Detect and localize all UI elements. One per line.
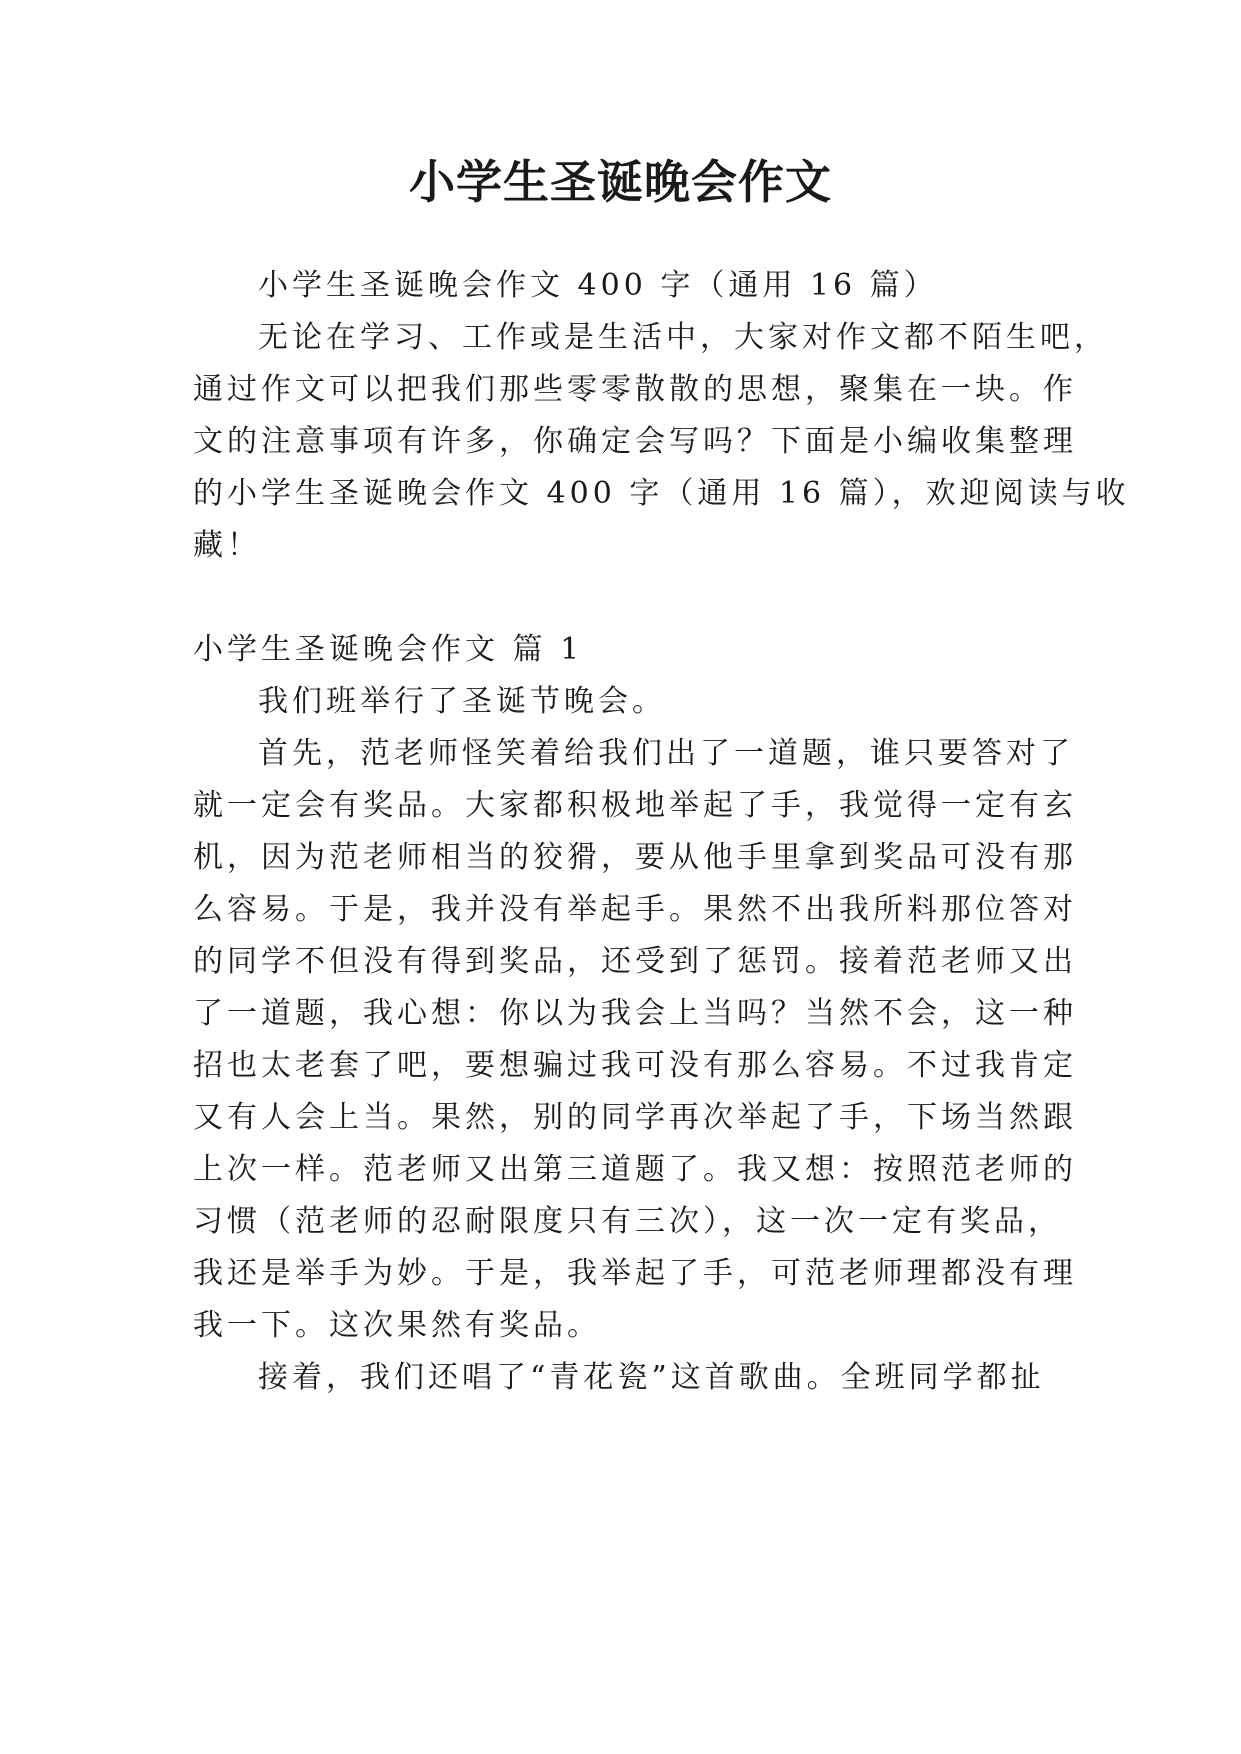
paragraph-line: 我一下。这次果然有奖品。 (193, 1308, 601, 1343)
paragraph-line: 又有人会上当。果然，别的同学再次举起了手，下场当然跟 (193, 1100, 1077, 1135)
document-subtitle: 小学生圣诞晚会作文 400 字（通用 16 篇） (258, 268, 938, 303)
paragraph-line: 机，因为范老师相当的狡猾，要从他手里拿到奖品可没有那 (193, 840, 1077, 875)
paragraph-line: 我还是举手为妙。于是，我举起了手，可范老师理都没有理 (193, 1256, 1077, 1291)
paragraph-line: 接着，我们还唱了“青花瓷”这首歌曲。全班同学都扯 (258, 1360, 1045, 1395)
paragraph-line: 就一定会有奖品。大家都积极地举起了手，我觉得一定有玄 (193, 788, 1077, 823)
section-heading: 小学生圣诞晚会作文 篇 1 (193, 632, 584, 667)
intro-line: 藏！ (193, 528, 261, 563)
intro-line: 无论在学习、工作或是生活中，大家对作文都不陌生吧， (258, 320, 1108, 355)
document-title: 小学生圣诞晚会作文 (409, 155, 832, 209)
paragraph-line: 上次一样。范老师又出第三道题了。我又想：按照范老师的 (193, 1152, 1077, 1187)
paragraph-line: 习惯（范老师的忍耐限度只有三次），这一次一定有奖品， (193, 1204, 1062, 1239)
intro-line: 的小学生圣诞晚会作文 400 字（通用 16 篇），欢迎阅读与收 (193, 476, 1130, 511)
paragraph-line: 首先，范老师怪笑着给我们出了一道题，谁只要答对了 (258, 736, 1074, 771)
paragraph-line: 的同学不但没有得到奖品，还受到了惩罚。接着范老师又出 (193, 944, 1077, 979)
intro-line: 文的注意事项有许多，你确定会写吗？下面是小编收集整理 (193, 424, 1077, 459)
paragraph-line: 了一道题，我心想：你以为我会上当吗？当然不会，这一种 (193, 996, 1077, 1031)
paragraph-line: 我们班举行了圣诞节晚会。 (258, 684, 666, 719)
intro-line: 通过作文可以把我们那些零零散散的思想，聚集在一块。作 (193, 372, 1077, 407)
paragraph-line: 么容易。于是，我并没有举起手。果然不出我所料那位答对 (193, 892, 1077, 927)
paragraph-line: 招也太老套了吧，要想骗过我可没有那么容易。不过我肯定 (193, 1048, 1077, 1083)
